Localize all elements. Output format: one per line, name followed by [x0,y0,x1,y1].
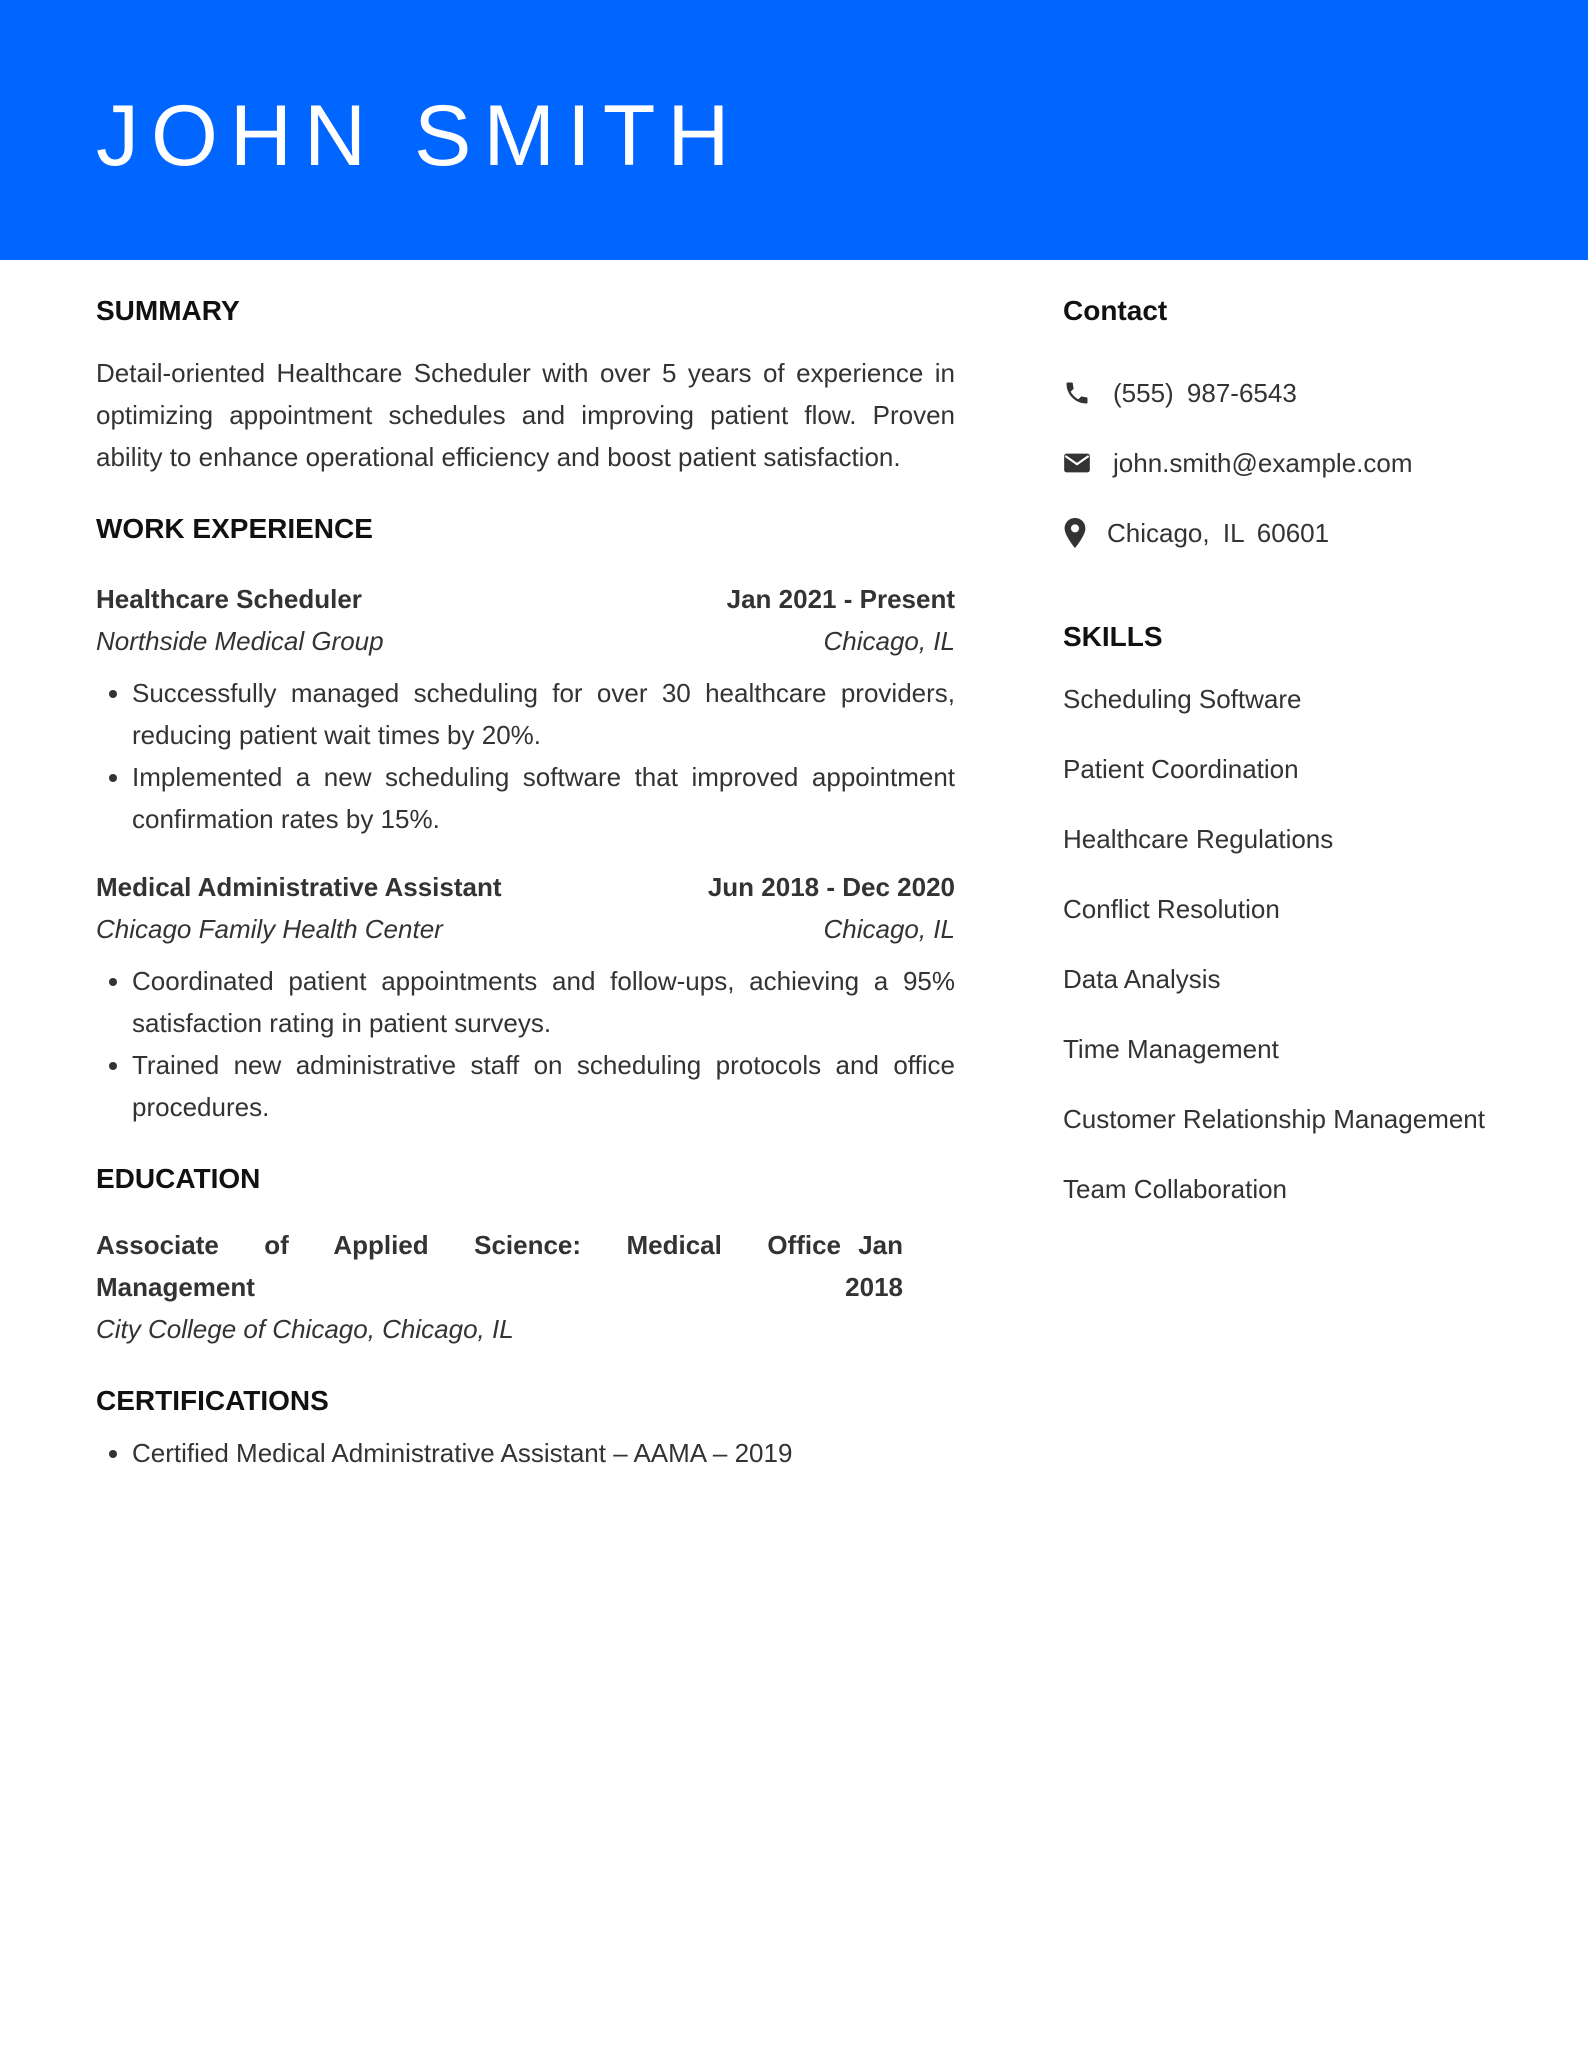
job-bullets [96,960,955,1128]
job-title: Medical Administrative Assistant [96,872,502,902]
job-company: Chicago Family Health Center [96,914,443,944]
job-bullets [96,672,955,840]
summary-section [96,290,955,478]
envelope-icon [1063,448,1093,478]
location-pin-icon [1063,518,1093,548]
sidebar-column [1063,290,1503,1210]
education-school: City College of Chicago, Chicago, IL [96,1314,514,1344]
skill-item: Scheduling Software [1063,684,1302,714]
contact-email [1063,428,1503,498]
job-bullet: • Trained new administrative staff on scheduling protocols and office procedures. [132,1044,955,1128]
contact-section [1063,290,1503,568]
job-dates: Jun 2018 - Dec 2020 [707,872,955,902]
experience-section [96,508,955,1128]
skill-item: Time Management [1063,1034,1279,1064]
job-bullet: • Coordinated patient appointments and follow-ups, achieving a 95% satisfaction rating in patient surveys. [132,960,955,1044]
job-dates: Jan 2021 - Present [726,584,955,614]
certifications-list [96,1432,955,1474]
contact-location [1063,498,1503,568]
header-banner [0,0,1588,260]
certification-item: • Certified Medical Administrative Assistant – AAMA – 2019 [132,1432,955,1474]
job-location: Chicago, IL [823,914,955,944]
education-date: Jan 2018 [845,1230,903,1302]
job-bullet: • Implemented a new scheduling software that improved appointment confirmation rates by 15%. [132,756,955,840]
education-heading: EDUCATION [96,1163,261,1194]
contact-heading: Contact [1063,295,1168,326]
skill-item: Data Analysis [1063,964,1221,994]
summary-heading: SUMMARY [96,295,240,326]
job-entry [96,578,955,840]
job-bullet: • Successfully managed scheduling for over 30 healthcare providers, reducing patient wait times by 20%. [132,672,955,756]
skill-item: Customer Relationship Management [1063,1104,1485,1134]
skill-item: Team Collaboration [1063,1174,1288,1204]
skill-item: Conflict Resolution [1063,894,1280,924]
skill-item: Patient Coordination [1063,754,1299,784]
job-company: Northside Medical Group [96,626,384,656]
experience-heading: WORK EXPERIENCE [96,513,373,544]
skill-item: Healthcare Regulations [1063,824,1334,854]
skills-heading: SKILLS [1063,621,1163,652]
summary-text: Detail-oriented Healthcare Scheduler with over 5 years of experience in optimizing appointment schedules and improving patient flow. Proven ability to enhance operational efficiency and boost patient satisfaction. [96,358,955,472]
education-section [96,1158,955,1350]
education-degree: Associate of Applied Science: Medical Office Management [96,1230,841,1302]
job-title: Healthcare Scheduler [96,584,362,614]
job-location: Chicago, IL [823,626,955,656]
skills-list [1063,678,1503,1210]
candidate-name: JOHN SMITH [96,88,742,184]
education-entry [96,1224,903,1350]
main-column [96,290,955,1474]
skills-section [1063,616,1503,1210]
certifications-section [96,1380,955,1474]
job-entry [96,866,955,1128]
contact-email-text: john.smith@example.com [1113,447,1413,478]
certifications-heading: CERTIFICATIONS [96,1385,329,1416]
contact-phone [1063,358,1503,428]
phone-icon [1063,378,1093,408]
contact-location-text: Chicago, IL 60601 [1107,517,1330,548]
contact-phone-text: (555) 987-6543 [1113,377,1297,408]
